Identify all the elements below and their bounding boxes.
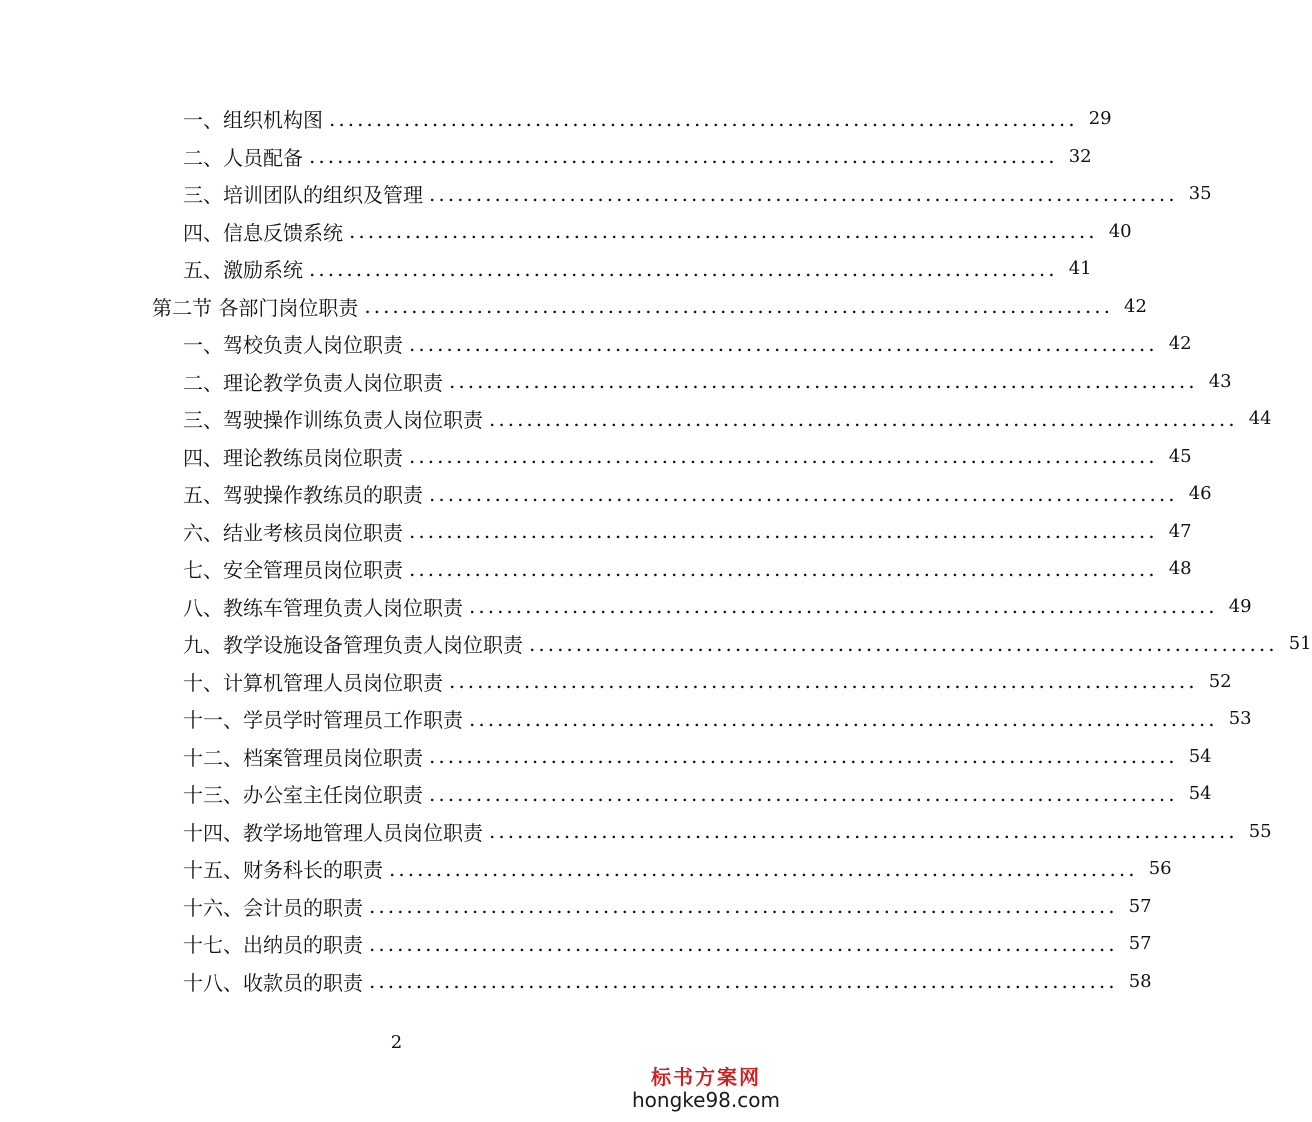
toc-leader-dots: ................................................................................ (449, 369, 1198, 394)
toc-leader-dots: ................................................................................ (529, 631, 1278, 656)
toc-leader-dots: ................................................................................ (469, 706, 1218, 731)
toc-entry[interactable] (0, 850, 1172, 888)
toc-entry-label: 十八、收款员的职责 (183, 970, 363, 995)
watermark-url: hongke98.com (632, 1088, 780, 1112)
watermark-logo (631, 1066, 781, 1112)
toc-entry[interactable] (0, 963, 1152, 1001)
toc-entry-label: 五、驾驶操作教练员的职责 (183, 483, 423, 508)
toc-page-number: 42 (1168, 333, 1192, 355)
toc-entry-label: 八、教练车管理负责人岗位职责 (183, 595, 463, 620)
toc-entry[interactable] (0, 513, 1192, 551)
toc-page-number: 55 (1248, 820, 1272, 842)
toc-leader-dots: ................................................................................ (489, 406, 1238, 431)
toc-entry-label: 四、理论教练员岗位职责 (183, 445, 403, 470)
toc-page-number: 32 (1068, 145, 1092, 167)
toc-page-number: 57 (1128, 933, 1152, 955)
toc-entry[interactable] (0, 213, 1132, 251)
toc-entry[interactable] (0, 325, 1192, 363)
toc-entry[interactable] (0, 475, 1212, 513)
toc-entry[interactable] (0, 700, 1252, 738)
toc-entry-label: 十七、出纳员的职责 (183, 933, 363, 958)
toc-page-number: 57 (1128, 895, 1152, 917)
toc-leader-dots: ................................................................................ (409, 444, 1158, 469)
table-of-contents (0, 100, 1312, 1000)
toc-entry[interactable] (0, 588, 1252, 626)
toc-entry[interactable] (0, 775, 1212, 813)
toc-page-number: 48 (1168, 558, 1192, 580)
toc-entry[interactable] (0, 175, 1212, 213)
toc-entry-label: 七、安全管理员岗位职责 (183, 558, 403, 583)
toc-entry-label: 十五、财务科长的职责 (183, 858, 383, 883)
toc-leader-dots: ................................................................................ (429, 744, 1178, 769)
toc-entry-label: 三、驾驶操作训练负责人岗位职责 (183, 408, 483, 433)
toc-leader-dots: ................................................................................ (409, 331, 1158, 356)
toc-page-number: 35 (1188, 183, 1212, 205)
toc-leader-dots: ................................................................................ (349, 219, 1098, 244)
toc-page-number: 29 (1088, 108, 1112, 130)
toc-page-number: 47 (1168, 520, 1192, 542)
toc-entry[interactable] (0, 625, 1312, 663)
toc-page-number: 40 (1108, 220, 1132, 242)
toc-leader-dots: ................................................................................ (469, 594, 1218, 619)
toc-entry-label: 五、激励系统 (183, 258, 303, 283)
toc-page-number: 51 (1288, 633, 1312, 655)
toc-entry[interactable] (0, 400, 1272, 438)
toc-leader-dots: ................................................................................ (369, 969, 1118, 994)
toc-entry[interactable] (0, 250, 1092, 288)
toc-entry[interactable] (0, 813, 1272, 851)
toc-entry[interactable] (0, 138, 1092, 176)
toc-leader-dots: ................................................................................ (429, 181, 1178, 206)
toc-entry-label: 十一、学员学时管理员工作职责 (183, 708, 463, 733)
toc-entry[interactable] (0, 438, 1192, 476)
toc-entry[interactable] (0, 663, 1232, 701)
toc-page-number: 54 (1188, 745, 1212, 767)
toc-page-number: 41 (1068, 258, 1092, 280)
toc-entry-label: 一、组织机构图 (183, 108, 323, 133)
toc-entry-label: 十六、会计员的职责 (183, 895, 363, 920)
toc-entry-label: 十三、办公室主任岗位职责 (183, 783, 423, 808)
toc-leader-dots: ................................................................................ (309, 256, 1058, 281)
toc-leader-dots: ................................................................................ (389, 856, 1138, 881)
toc-section-entry[interactable] (0, 288, 1147, 326)
toc-entry-label: 四、信息反馈系统 (183, 220, 343, 245)
toc-leader-dots: ................................................................................ (409, 556, 1158, 581)
toc-leader-dots: ................................................................................ (329, 106, 1078, 131)
toc-leader-dots: ................................................................................ (369, 894, 1118, 919)
toc-entry-label: 十四、教学场地管理人员岗位职责 (183, 820, 483, 845)
toc-entry-label: 三、培训团队的组织及管理 (183, 183, 423, 208)
toc-entry-label: 一、驾校负责人岗位职责 (183, 333, 403, 358)
toc-entry[interactable] (0, 100, 1112, 138)
toc-page-number: 43 (1208, 370, 1232, 392)
toc-leader-dots: ................................................................................ (409, 519, 1158, 544)
toc-section-label: 第二节 各部门岗位职责 (152, 295, 359, 320)
toc-page-number: 56 (1148, 858, 1172, 880)
toc-entry[interactable] (0, 925, 1152, 963)
toc-leader-dots: ................................................................................ (309, 144, 1058, 169)
toc-page-number: 52 (1208, 670, 1232, 692)
toc-page-number: 45 (1168, 445, 1192, 467)
toc-page-number: 53 (1228, 708, 1252, 730)
toc-leader-dots: ................................................................................ (364, 294, 1113, 319)
toc-leader-dots: ................................................................................ (489, 819, 1238, 844)
toc-page-number: 58 (1128, 970, 1152, 992)
toc-entry[interactable] (0, 550, 1192, 588)
watermark-brand: 标书方案网 (651, 1065, 761, 1089)
toc-page-number: 54 (1188, 783, 1212, 805)
toc-leader-dots: ................................................................................ (429, 481, 1178, 506)
toc-page-number: 44 (1248, 408, 1272, 430)
toc-entry-label: 六、结业考核员岗位职责 (183, 520, 403, 545)
toc-leader-dots: ................................................................................ (449, 669, 1198, 694)
toc-leader-dots: ................................................................................ (429, 781, 1178, 806)
toc-entry-label: 九、教学设施设备管理负责人岗位职责 (183, 633, 523, 658)
toc-entry[interactable] (0, 888, 1152, 926)
toc-entry-label: 十、计算机管理人员岗位职责 (183, 670, 443, 695)
toc-page-number: 49 (1228, 595, 1252, 617)
toc-leader-dots: ................................................................................ (369, 931, 1118, 956)
toc-page-number: 42 (1124, 295, 1147, 317)
toc-entry[interactable] (0, 363, 1232, 401)
toc-entry[interactable] (0, 738, 1212, 776)
toc-page-number: 46 (1188, 483, 1212, 505)
toc-entry-label: 二、人员配备 (183, 145, 303, 170)
page-number: 2 (390, 1032, 403, 1053)
toc-entry-label: 十二、档案管理员岗位职责 (183, 745, 423, 770)
toc-entry-label: 二、理论教学负责人岗位职责 (183, 370, 443, 395)
